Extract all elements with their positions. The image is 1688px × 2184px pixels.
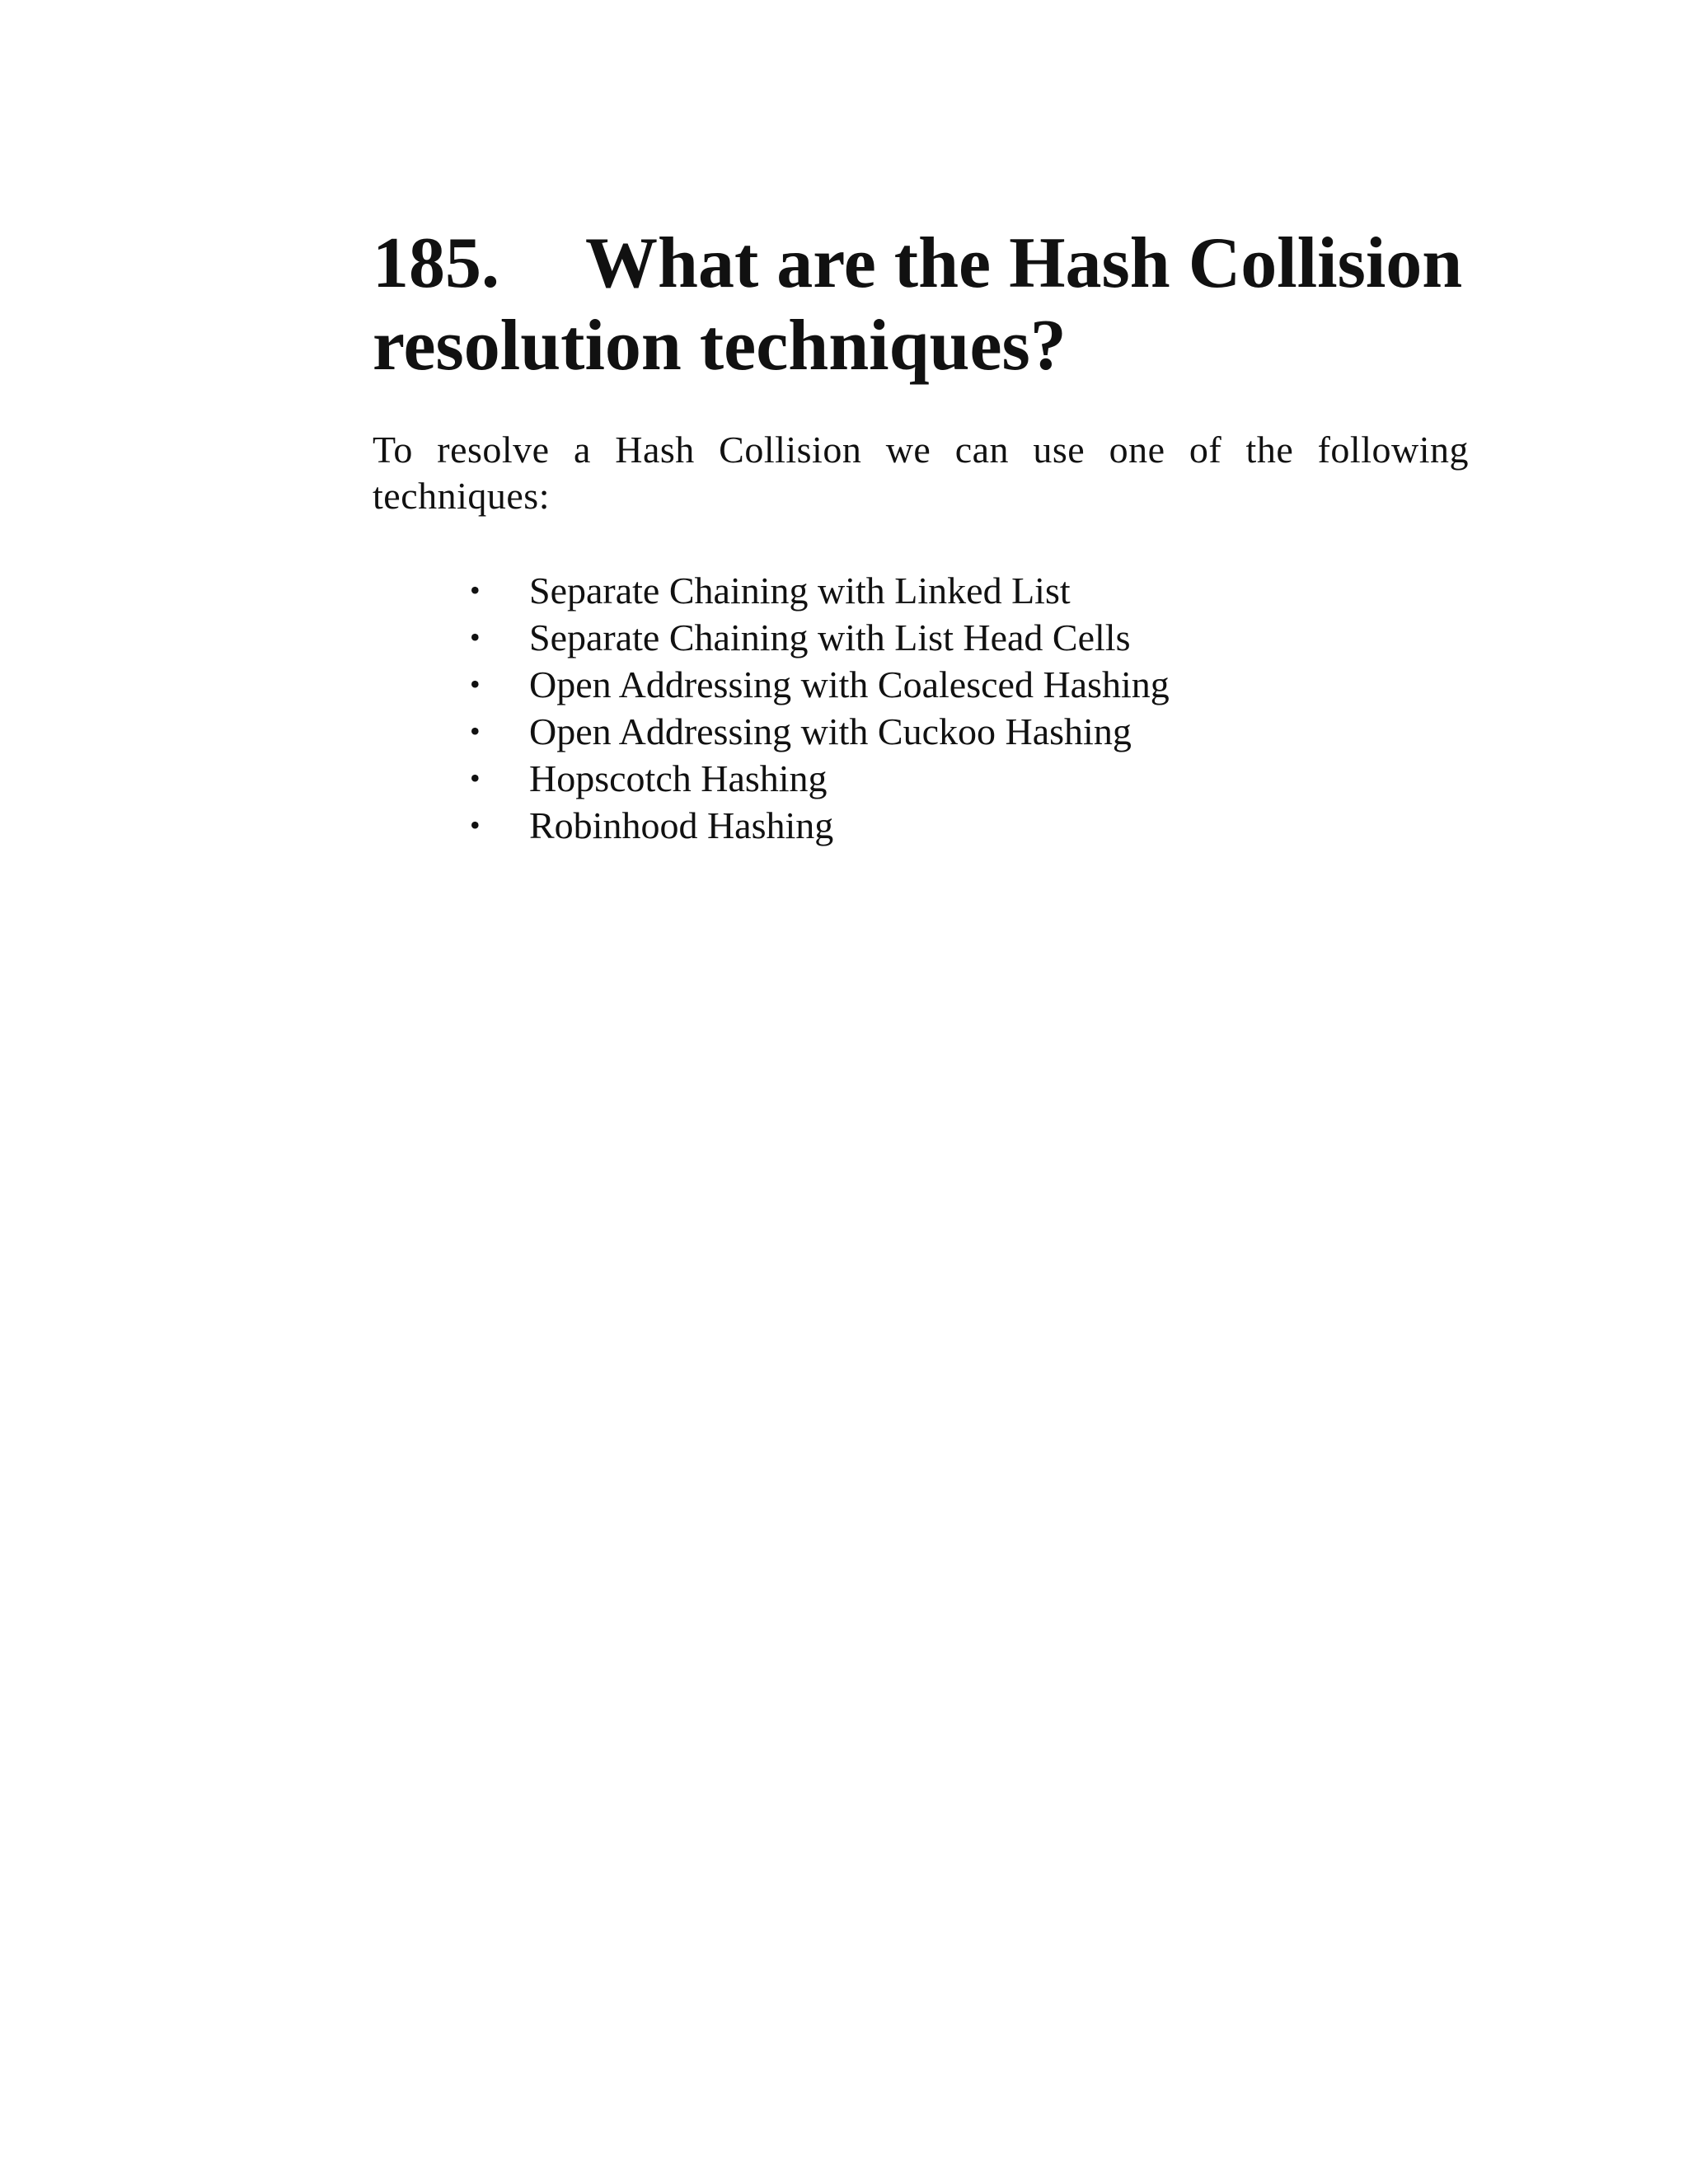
list-item [373,614,1469,661]
bullet-icon: • [470,621,481,654]
list-item [373,755,1469,802]
bullet-icon: • [470,574,481,607]
heading-line-1 [373,223,1469,305]
bullet-icon: • [470,762,481,794]
bullet-icon: • [470,808,481,841]
question-number: 185. [373,223,499,303]
intro-paragraph: To resolve a Hash Collision we can use one of the following techniques: [373,429,1469,517]
list-item-text: Separate Chaining with Linked List [529,569,1071,612]
list-item [373,708,1469,755]
question-heading [373,223,1469,387]
heading-title-part-1: What are the Hash Collision [585,223,1463,303]
bullet-icon: • [470,715,481,748]
list-item-text: Open Addressing with Cuckoo Hashing [529,710,1132,752]
list-item [373,567,1469,614]
bullet-icon: • [470,668,481,701]
list-item-text: Open Addressing with Coalesced Hashing [529,663,1170,705]
list-item [373,802,1469,849]
techniques-list [373,567,1469,849]
heading-title-part-2: resolution techniques? [373,306,1067,386]
list-item-text: Hopscotch Hashing [529,757,828,799]
list-item-text: Robinhood Hashing [529,804,834,846]
page-content [373,223,1469,849]
list-item-text: Separate Chaining with List Head Cells [529,616,1131,658]
list-item [373,661,1469,708]
